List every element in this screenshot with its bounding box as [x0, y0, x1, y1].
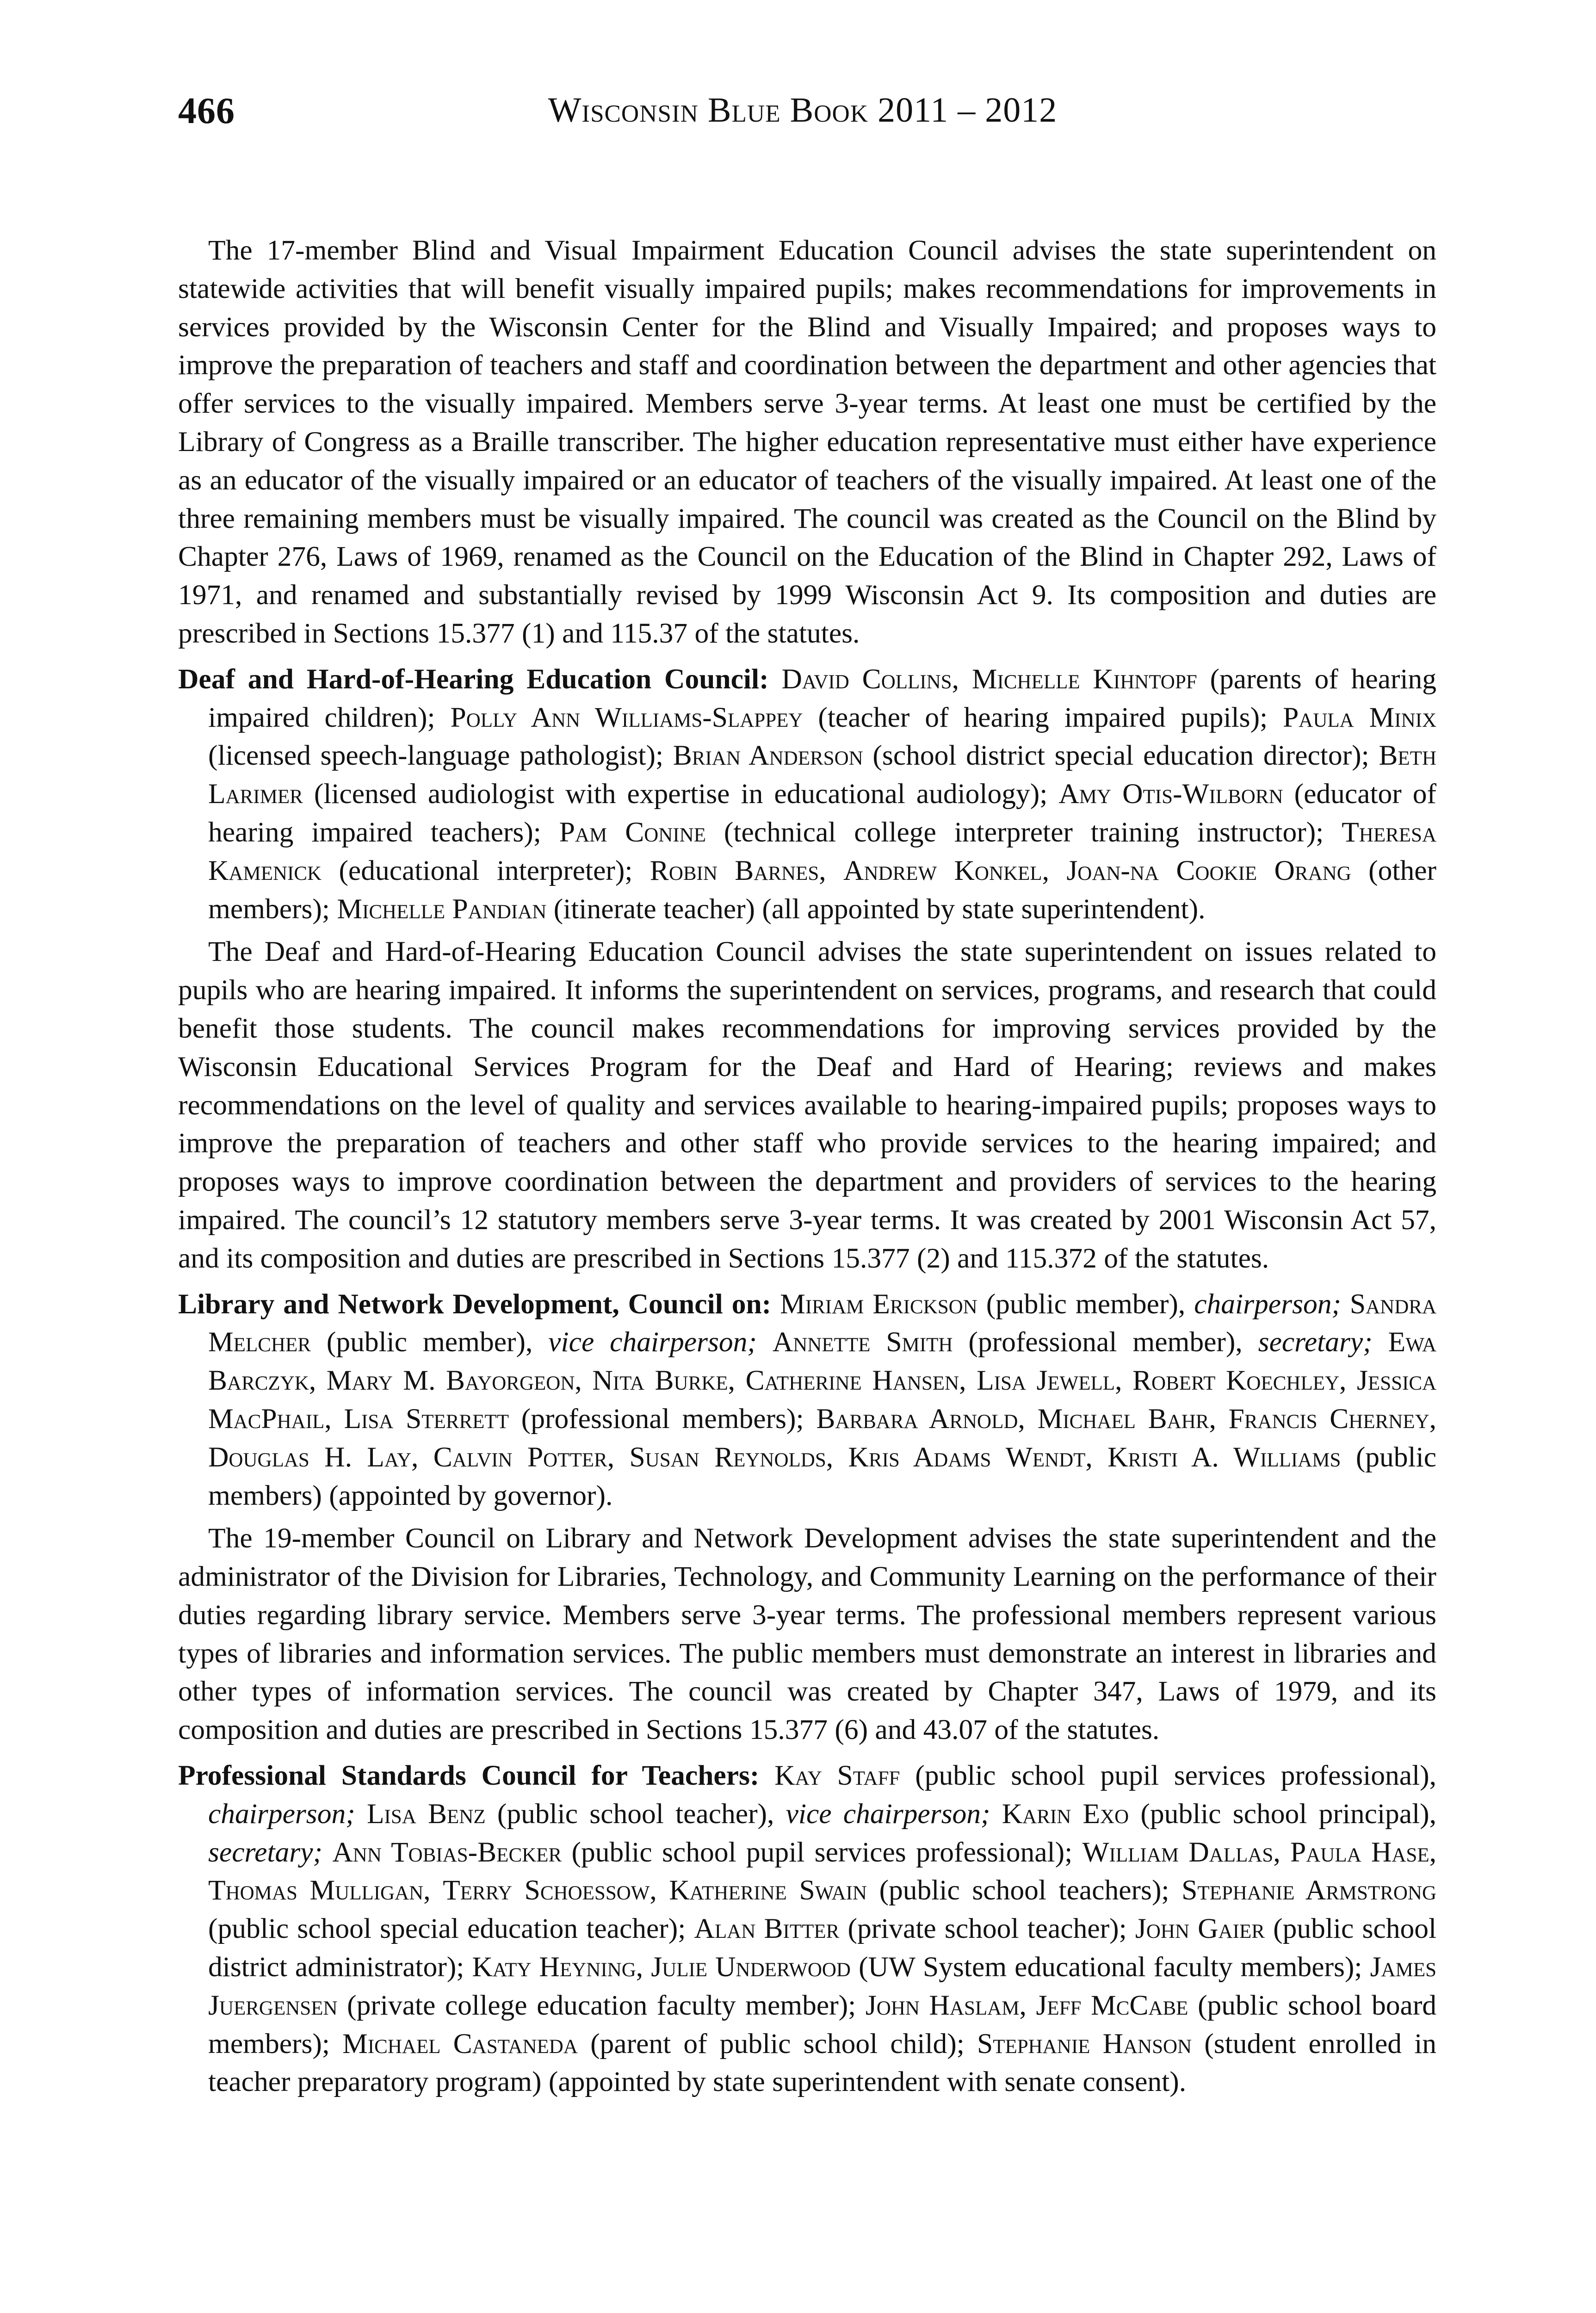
member-name: James Juergensen: [208, 1951, 1436, 2021]
member-name: Polly Ann Williams-Slappey: [450, 701, 803, 733]
member-name: Andrew Konkel: [843, 854, 1042, 886]
member-role: (teacher of hearing impaired pupils);: [818, 701, 1268, 733]
member-name: Annette Smith: [772, 1326, 953, 1358]
member-name: Stephanie Armstrong: [1182, 1874, 1437, 1906]
member-role: (public member),: [986, 1288, 1186, 1320]
member-name: Katy Heyning: [472, 1951, 636, 1983]
member-name: Lisa Benz: [366, 1798, 486, 1830]
member-role: (public school district administrator);: [208, 1913, 1437, 1983]
member-role: (UW System educational faculty members);: [859, 1951, 1362, 1983]
member-name: Amy Otis-Wilborn: [1058, 778, 1283, 810]
member-name: Jessica MacPhail: [208, 1365, 1437, 1435]
body-text: [178, 231, 1436, 2101]
member-office: secretary;: [1258, 1326, 1373, 1358]
member-name: Lisa Sterrett: [344, 1403, 509, 1435]
member-role: (parent of public school child);: [590, 2028, 965, 2059]
member-office: vice chairperson;: [786, 1798, 990, 1830]
entry-title: Library and Network Development, Council on:: [178, 1288, 772, 1320]
member-role: (licensed speech-language pathologist);: [208, 740, 664, 772]
member-name: Michelle Kihntopf: [971, 663, 1197, 695]
deaf-council-entry: Deaf and Hard-of-Hearing Education Council: David Collins, Michelle Kihntopf (parents of hearing impaired children); Polly Ann Williams-Slappey (teacher of hearing impaired pupils); Paula Minix (licensed speech-language pathologist); Brian Anderson (school district special education director); Beth Larimer (licensed audiologist with expertise in educational audiology); Amy Otis-Wilborn (educator of hearing impaired teachers); Pam Conine (technical college interpreter training instructor); Theresa Kamenick (educational interpreter); Robin Barnes, Andrew Konkel, Joan-na Cookie Orang (other members); Michelle Pandian (itinerate teacher) (all appointed by state superintendent).: [178, 663, 1437, 925]
member-name: Beth Larimer: [208, 740, 1436, 810]
member-role: (public school teachers);: [879, 1874, 1169, 1906]
member-role: (educator of hearing impaired teachers);: [208, 778, 1437, 848]
member-name: Brian Anderson: [673, 740, 863, 772]
entry-title: Professional Standards Council for Teachers:: [178, 1760, 760, 1792]
member-name: Michael Bahr: [1037, 1403, 1209, 1435]
member-name: Douglas H. Lay: [208, 1441, 412, 1473]
member-role: (technical college interpreter training instructor);: [724, 816, 1324, 848]
member-office: vice chairperson;: [548, 1326, 757, 1358]
member-role: (public school pupil services professional);: [571, 1836, 1073, 1868]
member-name: Thomas Mulligan: [208, 1874, 424, 1906]
member-name: Kristi A. Williams: [1107, 1441, 1341, 1473]
member-name: Stephanie Hanson: [977, 2028, 1192, 2059]
member-role: (parents of hearing impaired children);: [208, 663, 1437, 733]
member-name: Kay Staff: [774, 1760, 900, 1792]
library-council-entry: Library and Network Development, Council on: Miriam Erickson (public member), chairperson; Sandra Melcher (public member), vice chairperson; Annette Smith (professional member), secretary; Ewa Barczyk, Mary M. Bayorgeon, Nita Burke, Catherine Hansen, Lisa Jewell, Robert Koechley, Jessica MacPhail, Lisa Sterrett (professional members); Barbara Arnold, Michael Bahr, Francis Cherney, Douglas H. Lay, Calvin Potter, Susan Reynolds, Kris Adams Wendt, Kristi A. Williams (public members) (appointed by governor).: [178, 1288, 1437, 1511]
member-name: John Gaier: [1135, 1913, 1265, 1945]
member-role: (itinerate teacher) (all appointed by state superintendent).: [553, 893, 1206, 925]
member-name: Michael Castaneda: [342, 2028, 578, 2059]
member-name: Karin Exo: [1002, 1798, 1129, 1830]
member-name: Michelle Pandian: [337, 893, 547, 925]
member-role: (licensed audiologist with expertise in educational audiology);: [314, 778, 1048, 810]
member-role: (public members) (appointed by governor).: [208, 1441, 1437, 1511]
member-role: (professional member),: [968, 1326, 1243, 1358]
member-name: Robin Barnes: [650, 854, 819, 886]
member-role: (public school teacher),: [497, 1798, 774, 1830]
member-name: William Dallas: [1082, 1836, 1274, 1868]
deaf-council-description: The Deaf and Hard-of-Hearing Education Council advises the state superintendent on issues related to pupils who are hearing impaired. It informs the superintendent on services, programs, and research that could benefit those students. The council makes recommendations for improving services provided by the Wisconsin Educational Services Program for the Deaf and Hard of Hearing; reviews and makes recommendations on the level of quality and services available to hearing-impaired pupils; proposes ways to improve the preparation of teachers and other staff who provide services to the hearing impaired; and proposes ways to improve coordination between the department and providers of services to the hearing impaired. The council’s 12 statutory members serve 3-year terms. It was created by 2001 Wisconsin Act 57, and its composition and duties are prescribed in Sections 15.377 (2) and 115.372 of the statutes.: [178, 936, 1436, 1274]
member-name: Jeff McCabe: [1036, 1989, 1188, 2021]
member-name: Ewa Barczyk: [208, 1326, 1437, 1397]
member-name: Paula Minix: [1283, 701, 1437, 733]
member-role: (public school special education teacher);: [208, 1913, 686, 1945]
member-role: (student enrolled in teacher preparatory program) (appointed by state superintendent with senate consent).: [208, 2028, 1437, 2098]
member-role: (public school principal),: [1140, 1798, 1437, 1830]
member-office: chairperson;: [208, 1798, 355, 1830]
blind-council-description: The 17-member Blind and Visual Impairment Education Council advises the state superintendent on statewide activities that will benefit visually impaired pupils; makes recommendations for improvements in services provided by the Wisconsin Center for the Blind and Visually Impaired; and proposes ways to improve the preparation of teachers and staff and coordination between the department and other agencies that offer services to the visually impaired. Members serve 3-year terms. At least one must be certified by the Library of Congress as a Braille transcriber. The higher education representative must either have experience as an educator of the visually impaired or an educator of teachers of the visually impaired. At least one of the three remaining members must be visually impaired. The council was created as the Council on the Blind by Chapter 276, Laws of 1969, renamed as the Council on the Education of the Blind in Chapter 292, Laws of 1971, and renamed and substantially revised by 1999 Wisconsin Act 9. Its composition and duties are prescribed in Sections 15.377 (1) and 115.37 of the statutes.: [178, 235, 1436, 649]
member-name: Lisa Jewell: [977, 1365, 1115, 1397]
library-council-description: The 19-member Council on Library and Network Development advises the state superintendent and the administrator of the Division for Libraries, Technology, and Community Learning on the performance of their duties regarding library service. Members serve 3-year terms. The professional members represent various types of libraries and information services. The public members must demonstrate an interest in libraries and other types of information services. The council was created by Chapter 347, Laws of 1979, and its composition and duties are prescribed in Sections 15.377 (6) and 43.07 of the statutes.: [178, 1522, 1436, 1746]
member-role: (school district special education director);: [872, 740, 1369, 772]
member-name: Barbara Arnold: [816, 1403, 1018, 1435]
member-name: Paula Hase: [1290, 1836, 1429, 1868]
member-name: Catherine Hansen: [745, 1365, 959, 1397]
member-name: Pam Conine: [559, 816, 706, 848]
member-name: John Haslam: [865, 1989, 1020, 2021]
member-role: (public school pupil services professional),: [915, 1760, 1437, 1792]
member-name: Sandra Melcher: [208, 1288, 1437, 1358]
running-title: Wisconsin Blue Book 2011 – 2012: [548, 91, 1058, 130]
member-name: Calvin Potter: [433, 1441, 607, 1473]
member-name: Francis Cherney: [1228, 1403, 1429, 1435]
member-name: Robert Koechley: [1132, 1365, 1340, 1397]
member-name: Mary M. Bayorgeon: [326, 1365, 575, 1397]
member-name: Julie Underwood: [651, 1951, 851, 1983]
member-name: Miriam Erickson: [780, 1288, 977, 1320]
member-name: Kris Adams Wendt: [848, 1441, 1086, 1473]
member-name: Katherine Swain: [669, 1874, 867, 1906]
member-role: (educational interpreter);: [339, 854, 633, 886]
running-header: [178, 90, 1427, 146]
member-role: (public member),: [326, 1326, 533, 1358]
member-name: Joan-na Cookie Orang: [1066, 854, 1351, 886]
member-name: Theresa Kamenick: [208, 816, 1437, 886]
member-office: secretary;: [208, 1836, 323, 1868]
member-name: Nita Burke: [592, 1365, 728, 1397]
member-role: (other members);: [208, 854, 1436, 925]
teachers-council-entry: Professional Standards Council for Teachers: Kay Staff (public school pupil services professional), chairperson; Lisa Benz (public school teacher), vice chairperson; Karin Exo (public school principal), secretary; Ann Tobias-Becker (public school pupil services professional); William Dallas, Paula Hase, Thomas Mulligan, Terry Schoessow, Katherine Swain (public school teachers); Stephanie Armstrong (public school special education teacher); Alan Bitter (private school teacher); John Gaier (public school district administrator); Katy Heyning, Julie Underwood (UW System educational faculty members); James Juergensen (private college education faculty member); John Haslam, Jeff McCabe (public school board members); Michael Castaneda (parent of public school child); Stephanie Hanson (student enrolled in teacher preparatory program) (appointed by state superintendent with senate consent).: [178, 1760, 1437, 2098]
member-office: chairperson;: [1194, 1288, 1341, 1320]
member-role: (private school teacher);: [847, 1913, 1127, 1945]
page-number: 466: [178, 91, 235, 131]
member-role: (professional members);: [521, 1403, 804, 1435]
member-role: (private college education faculty member);: [347, 1989, 856, 2021]
member-name: Terry Schoessow: [443, 1874, 650, 1906]
member-name: Alan Bitter: [694, 1913, 840, 1945]
member-role: (public school board members);: [208, 1989, 1437, 2059]
entry-title: Deaf and Hard-of-Hearing Education Council:: [178, 663, 769, 695]
member-name: Susan Reynolds: [629, 1441, 826, 1473]
member-name: Ann Tobias-Becker: [332, 1836, 562, 1868]
member-name: David Collins: [781, 663, 952, 695]
